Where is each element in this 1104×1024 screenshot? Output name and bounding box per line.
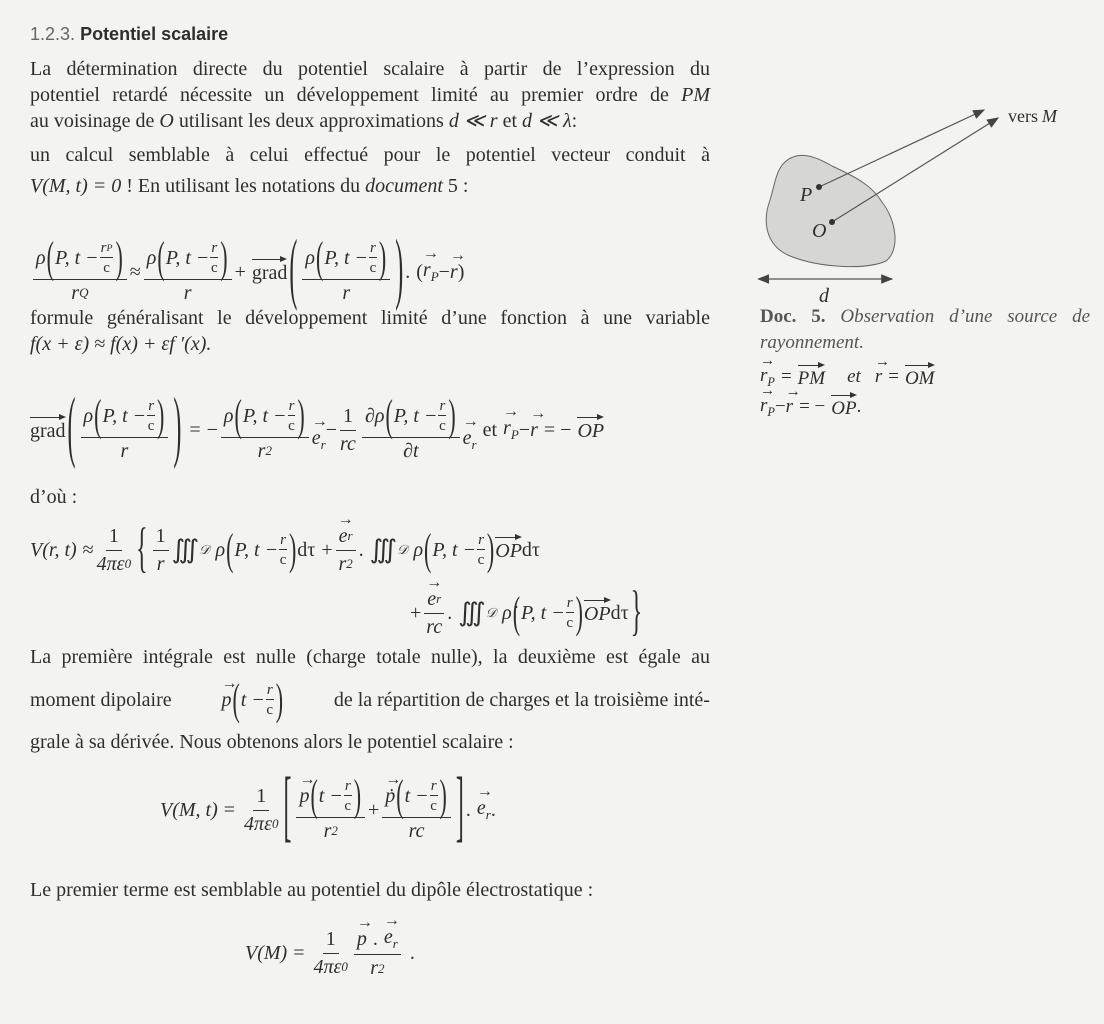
sym: .: [856, 396, 862, 417]
p4-line1: La première intégrale est nulle (charge totale nulle), la deuxième est égale au: [30, 646, 710, 668]
sym: ρ: [223, 404, 234, 427]
sym: t −: [404, 784, 429, 807]
sym: r: [436, 591, 442, 606]
sym: ): [353, 770, 362, 820]
sym: P, t −: [102, 404, 147, 427]
fraction: [296, 770, 365, 843]
sym: r: [430, 777, 437, 794]
text: document: [365, 175, 443, 197]
math-PM: PM: [681, 84, 710, 106]
sym: 1: [153, 525, 169, 551]
caption-text: rayonnement.: [760, 332, 864, 353]
sym: ): [395, 227, 404, 314]
fraction: [430, 778, 438, 815]
sym: }: [630, 581, 643, 642]
section-title: Potentiel scalaire: [80, 24, 229, 44]
label-vers-M: [1008, 106, 1057, 127]
sym: P, t −: [54, 246, 99, 269]
sym: 2: [378, 960, 385, 976]
vector-PM: PM: [798, 365, 825, 390]
fraction: [81, 390, 169, 463]
sym: (: [46, 232, 54, 282]
fraction: [266, 682, 274, 719]
sym: V(M, t): [160, 798, 218, 821]
sym: ): [486, 524, 495, 574]
sym: .: [358, 538, 364, 561]
sym: P: [510, 427, 519, 442]
sym: ∂ρ: [364, 404, 385, 427]
sym: ∂t: [403, 439, 419, 462]
math-O: O: [159, 110, 174, 132]
math: d ≪ r: [448, 110, 498, 132]
sym: → ṗ: [385, 785, 395, 808]
sym: ): [378, 232, 387, 282]
sym: ): [275, 674, 284, 724]
figure-caption: [760, 304, 1090, 356]
p1-line3: [30, 109, 710, 133]
sym: r: [760, 394, 768, 416]
sym: =: [888, 366, 899, 387]
section-heading: [30, 22, 710, 46]
sym: = −: [543, 418, 572, 441]
sym: c: [477, 551, 485, 568]
sym: r: [478, 531, 484, 548]
sym: (: [310, 770, 318, 820]
sym: r: [760, 364, 768, 386]
sym: [: [283, 765, 292, 852]
sym: .: [490, 798, 496, 821]
formula-gradient: [30, 385, 604, 475]
sym: → r: [875, 366, 882, 388]
sym: → e: [338, 524, 348, 547]
dou-text: d’où :: [30, 486, 78, 508]
sym: ): [115, 232, 123, 282]
grad-operator: grad: [252, 259, 288, 285]
sym: → r: [450, 261, 458, 284]
triple-integral: ∭: [369, 535, 398, 564]
arrow-OM: [832, 118, 998, 222]
sym: r: [503, 417, 511, 439]
point-P: [816, 184, 822, 190]
sym: dτ: [521, 538, 540, 561]
text: potentiel retardé nécessite un développement limité au premier ordre de: [30, 84, 682, 106]
dipole-moment-expr: [221, 674, 284, 724]
text: de la répartition de charges et la troisième inté-: [333, 688, 710, 711]
sym: (: [226, 524, 234, 574]
source-region: [766, 155, 895, 266]
sym: −: [774, 396, 786, 417]
sym: 4πε: [96, 552, 125, 575]
label-O: O: [812, 220, 827, 242]
formula-potential-line2: [410, 581, 644, 642]
vector-OP: OP: [495, 537, 522, 563]
vector-OP: OP: [584, 600, 611, 626]
sym: +: [368, 798, 380, 821]
sym: {: [136, 518, 148, 579]
sym: =: [780, 366, 792, 387]
sym: e: [383, 926, 393, 948]
sym: (: [234, 390, 242, 440]
sym: 4πε: [313, 955, 342, 978]
sym: ρ: [215, 538, 226, 561]
sym: 0: [271, 816, 279, 831]
vector-OP: OP: [831, 395, 856, 420]
sym: r: [156, 552, 165, 575]
sym: .: [465, 798, 471, 821]
sym: 𝒟: [397, 542, 408, 557]
sym: ): [220, 232, 228, 282]
text: vers: [1008, 106, 1038, 126]
sym: +: [410, 601, 422, 624]
sym: +: [234, 260, 246, 283]
formula-potential-line1: [30, 518, 540, 579]
sym: P: [767, 374, 775, 389]
sym: (: [512, 587, 521, 637]
fraction: [354, 926, 401, 980]
sym: e: [462, 427, 472, 449]
fraction: [477, 532, 485, 569]
sym: c: [147, 417, 155, 434]
sym: P: [106, 242, 113, 254]
sym: r: [471, 437, 477, 452]
fraction: [279, 532, 287, 569]
label-d: d: [819, 285, 829, 307]
sym: ρ: [146, 246, 157, 269]
sym: .: [405, 260, 411, 283]
fraction: [100, 240, 114, 277]
sym: P, t −: [242, 404, 287, 427]
sym: P, t −: [432, 538, 477, 561]
sym: t −: [240, 688, 265, 711]
p2-line2: [30, 174, 710, 198]
sym: (: [94, 390, 102, 440]
sym: r: [422, 259, 431, 281]
sym: ]: [455, 765, 464, 852]
sym: → p: [299, 785, 309, 808]
sym: (: [157, 232, 165, 282]
text: et: [847, 366, 861, 387]
formula-scalar-potential: [160, 765, 496, 852]
sym: 1: [106, 525, 122, 551]
text: M: [1042, 106, 1057, 126]
sym: r: [71, 281, 80, 304]
fraction: [210, 240, 218, 277]
sym: r: [211, 239, 218, 256]
sym: (: [316, 232, 324, 282]
formula-dipole-potential: [245, 925, 415, 981]
sym: Q: [79, 285, 89, 300]
sym: P, t −: [521, 601, 565, 624]
sym: c: [279, 551, 287, 568]
fraction: [424, 588, 444, 639]
math: d ≪ λ: [522, 110, 572, 132]
fraction: [153, 525, 169, 576]
fraction: [244, 785, 278, 836]
sym: (: [396, 770, 404, 820]
sym: r: [370, 239, 376, 256]
sym: .: [372, 927, 378, 950]
fraction: [147, 398, 155, 435]
fraction: [33, 232, 127, 305]
sym: c: [369, 259, 377, 276]
fraction: [344, 778, 352, 815]
sym: r: [566, 594, 573, 611]
sym: (: [232, 674, 240, 724]
sym: 1: [253, 785, 269, 811]
sym: e: [476, 797, 486, 819]
p3-line2: f(x + ε) ≈ f(x) + εf ′(x).: [30, 333, 212, 355]
sym: r: [344, 777, 351, 794]
fraction: [566, 595, 574, 632]
sym: ): [288, 524, 297, 574]
sym: =: [293, 941, 305, 964]
fraction: [369, 240, 377, 277]
sym: =: [189, 418, 201, 441]
sym: .: [447, 601, 453, 624]
sym: r: [338, 552, 347, 575]
fraction: [302, 232, 390, 305]
sym: ): [157, 390, 165, 440]
sym: P, t −: [324, 246, 369, 269]
sym: r: [320, 437, 326, 452]
sym: ρ: [83, 404, 94, 427]
fraction: [340, 405, 356, 456]
label-P: P: [800, 184, 813, 206]
sym: ≈: [129, 260, 141, 283]
sym: c: [430, 797, 437, 814]
p5-line: Le premier terme est semblable au potentiel du dipôle électrostatique :: [30, 879, 594, 901]
sym: r: [439, 397, 446, 414]
vector-OP: OP: [577, 417, 604, 443]
text: et: [497, 110, 522, 132]
triple-integral: ∭: [458, 598, 486, 627]
sym: c: [103, 259, 110, 276]
sym: P, t −: [234, 538, 279, 561]
sym: 2: [265, 443, 272, 458]
fraction: [221, 390, 309, 463]
triple-integral: ∭: [171, 535, 200, 564]
sym: r: [100, 239, 107, 256]
p1-line1: La détermination directe du potentiel scalaire à partir de l’expression du: [30, 58, 710, 80]
text: au voisinage de: [30, 110, 160, 132]
sym: r: [342, 281, 351, 304]
sym: → e: [427, 587, 437, 610]
sym: c: [210, 259, 218, 276]
fraction: [438, 398, 446, 435]
sym: r: [392, 936, 398, 951]
sym: r: [485, 807, 491, 822]
grad-operator: grad: [30, 417, 66, 443]
sym: 2: [346, 556, 353, 571]
sym: P, t −: [165, 246, 210, 269]
sym: P, t −: [393, 404, 438, 427]
sym: c: [439, 417, 446, 434]
sym: =: [223, 798, 236, 821]
sym: ρ: [305, 246, 316, 269]
sym: ): [457, 260, 465, 283]
sym: −: [518, 418, 531, 441]
sym: r: [370, 957, 379, 979]
sym: 0: [124, 556, 132, 571]
p4-line3: grale à sa dérivée. Nous obtenons alors le potentiel scalaire :: [30, 731, 514, 753]
sym: dτ: [610, 601, 629, 624]
sym: r: [280, 531, 286, 548]
sym: .: [409, 941, 415, 964]
sym: ρ̇: [502, 601, 512, 624]
fraction: [382, 770, 451, 843]
sym: → p: [357, 928, 367, 951]
sym: ≈: [82, 538, 94, 561]
def-rP-minus-r: [760, 392, 861, 422]
math: V(M, t) = 0: [30, 175, 122, 197]
sym: rc: [340, 432, 356, 455]
sym: 1: [340, 405, 356, 431]
sym: P: [430, 269, 439, 284]
sym: r: [266, 681, 273, 698]
sym: (: [385, 390, 393, 440]
sym: −: [206, 418, 218, 441]
sym: → r: [786, 396, 793, 418]
caption-text: Observation d’une source de: [840, 306, 1091, 327]
sym: ): [173, 385, 182, 472]
text: ! En utilisant les notations du: [121, 175, 366, 197]
fraction: [144, 232, 232, 305]
sym: c: [266, 701, 274, 718]
sym: (: [416, 260, 423, 283]
sym: et: [482, 418, 498, 441]
sym: ρ: [413, 538, 424, 561]
sym: ): [439, 770, 447, 820]
sym: rc: [426, 615, 443, 638]
sym: −: [438, 260, 450, 283]
sym: 2: [331, 823, 338, 838]
sym: ): [448, 390, 456, 440]
sym: rc: [408, 819, 425, 842]
sym: c: [566, 614, 573, 631]
sym: r: [120, 439, 129, 462]
text: :: [571, 110, 578, 132]
sym: r: [148, 397, 155, 414]
sym: (: [289, 227, 298, 314]
sym: ρ: [36, 246, 46, 269]
p2-line1: un calcul semblable à celui effectué pour le potentiel vecteur conduit à: [30, 144, 710, 166]
sym: r: [347, 528, 353, 543]
sym: → p: [221, 689, 231, 712]
text: moment dipolaire: [30, 688, 172, 711]
sym: = −: [799, 396, 826, 417]
sym: r: [323, 819, 332, 842]
sym: V(r, t): [30, 538, 77, 561]
sym: r: [288, 397, 295, 414]
sym: 𝒟: [199, 542, 210, 557]
sym: 𝒟: [485, 605, 497, 620]
sym: r: [257, 439, 266, 462]
sym: → r: [530, 419, 538, 442]
sym: r: [183, 281, 192, 304]
sym: +: [321, 538, 333, 561]
p3-line1: formule généralisant le développement limité d’une fonction à une variable: [30, 307, 710, 329]
sym: e: [311, 427, 321, 449]
sym: ): [297, 390, 305, 440]
sym: (: [67, 385, 76, 472]
sym: ): [575, 587, 583, 637]
sym: (: [424, 524, 432, 574]
sym: 4πε: [244, 812, 272, 835]
sym: 0: [341, 959, 348, 974]
doc-label: Doc. 5.: [760, 306, 826, 327]
fraction: [336, 525, 356, 576]
fraction: [313, 928, 347, 979]
fraction: [97, 525, 131, 576]
text: 5 :: [442, 175, 469, 197]
sym: P: [767, 404, 775, 419]
sym: dτ: [297, 538, 316, 561]
sym: 1: [323, 928, 339, 954]
sym: V(M): [245, 941, 288, 964]
section-number: 1.2.3.: [30, 24, 76, 44]
sym: c: [344, 797, 352, 814]
sym: t −: [318, 784, 343, 807]
point-O: [829, 219, 835, 225]
sym: −: [325, 418, 337, 441]
sym: c: [288, 417, 295, 434]
fraction: [288, 398, 296, 435]
p4-line2: [30, 674, 710, 724]
p1-line2: [30, 83, 710, 107]
vector-OM: OM: [905, 365, 935, 390]
fraction: [362, 390, 460, 463]
text: utilisant les deux approximations: [173, 110, 449, 132]
arrow-PM: [819, 110, 984, 187]
